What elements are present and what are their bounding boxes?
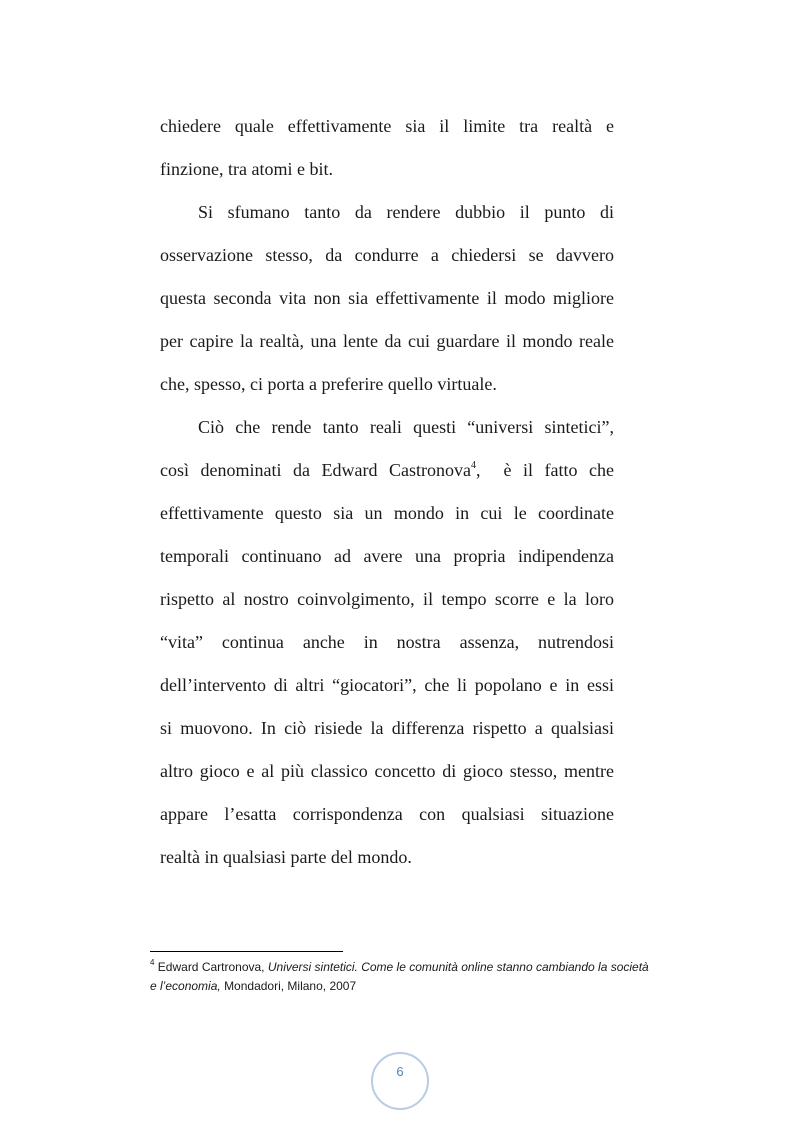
- body-line: altro gioco e al più classico concetto di gioco stesso, mentre: [160, 761, 614, 781]
- body-line: rispetto al nostro coinvolgimento, il tempo scorre e la loro: [160, 589, 614, 609]
- footnote-number: 4: [150, 958, 155, 967]
- body-line: questa seconda vita non sia effettivamente il modo migliore: [160, 288, 614, 308]
- body-text-segment: è il fatto che: [503, 460, 615, 480]
- body-text-segment: così denominati da Edward Castronova: [160, 460, 471, 480]
- body-line: “vita” continua anche in nostra assenza, nutrendosi: [160, 632, 614, 652]
- footnote-title-continued: e l’economia,: [150, 979, 221, 993]
- footnote-title: Universi sintetici. Come le comunità online stanno cambiando la società: [267, 960, 649, 974]
- page-number-badge: [371, 1052, 429, 1110]
- footnote-text: [150, 959, 670, 975]
- body-line: effettivamente questo sia un mondo in cui le coordinate: [160, 503, 614, 523]
- body-line: realtà in qualsiasi parte del mondo.: [160, 847, 412, 867]
- body-line: temporali continuano ad avere una propria indipendenza: [160, 546, 614, 566]
- body-line: si muovono. In ciò risiede la differenza rispetto a qualsiasi: [160, 718, 614, 738]
- body-line: dell’intervento di altri “giocatori”, che li popolano e in essi: [160, 675, 614, 695]
- footnote-reference: 4: [470, 460, 476, 471]
- footnote-publisher: Mondadori, Milano, 2007: [224, 979, 357, 993]
- footnote-separator: [150, 951, 343, 952]
- footnote-author: Edward Cartronova,: [157, 960, 265, 974]
- body-line: per capire la realtà, una lente da cui guardare il mondo reale: [160, 331, 614, 351]
- body-line: così denominati da Edward Castronova$^4$, è il fatto che: [160, 460, 615, 480]
- body-line: Si sfumano tanto da rendere dubbio il punto di: [198, 202, 614, 222]
- footnote-text-continued: [150, 978, 670, 994]
- body-line: Ciò che rende tanto reali questi “universi sintetici”,: [198, 417, 614, 437]
- body-line: finzione, tra atomi e bit.: [160, 159, 333, 179]
- body-line: chiedere quale effettivamente sia il limite tra realtà e: [160, 116, 614, 136]
- body-line: appare l’esatta corrispondenza con qualsiasi situazione: [160, 804, 614, 824]
- body-line: che, spesso, ci porta a preferire quello virtuale.: [160, 374, 497, 394]
- body-line: osservazione stesso, da condurre a chiedersi se davvero: [160, 245, 614, 265]
- page-number: 6: [396, 1064, 404, 1079]
